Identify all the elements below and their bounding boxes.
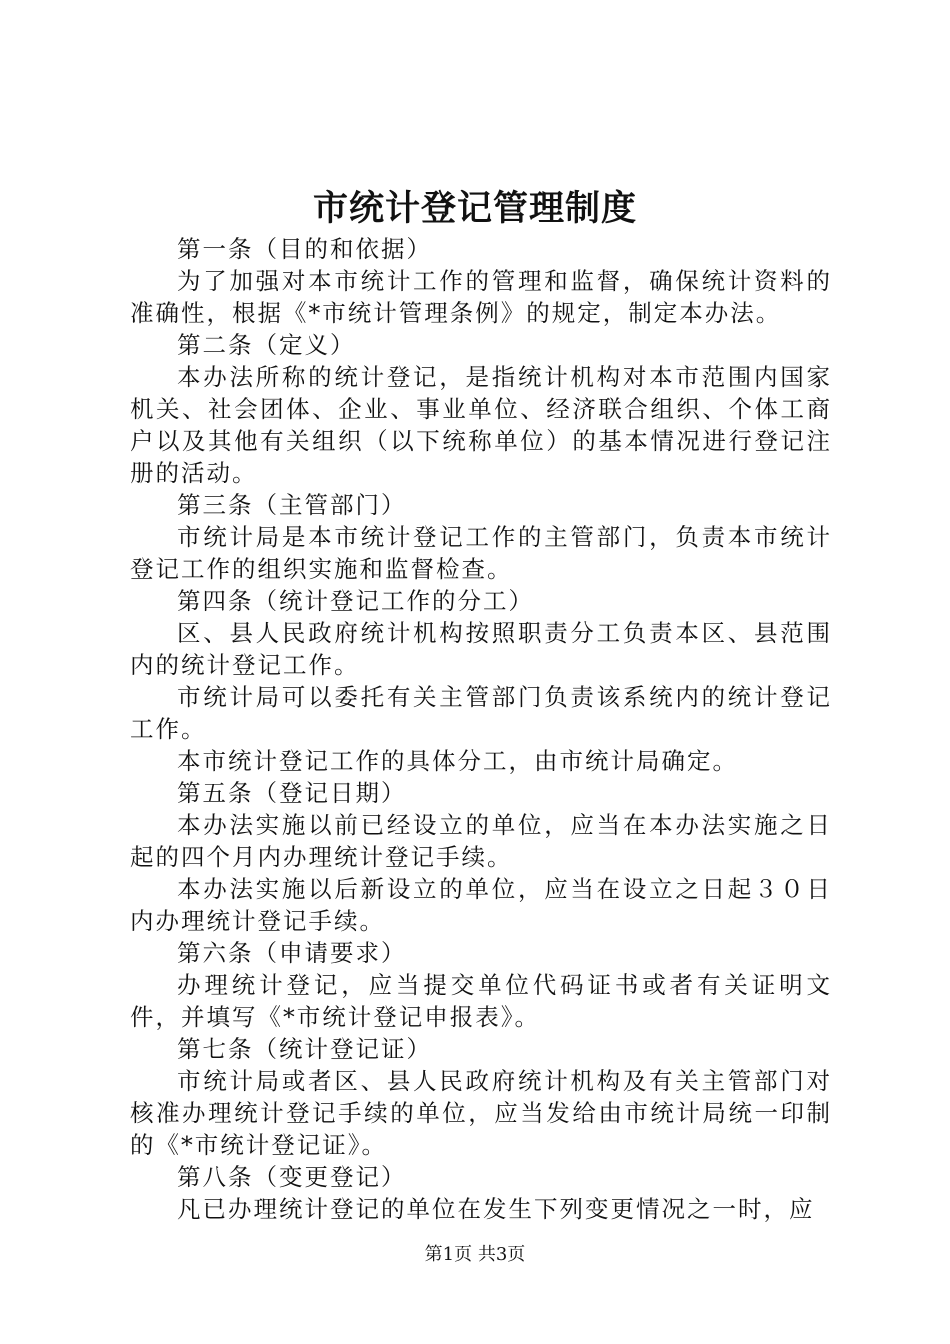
page-number-footer: 第1页 共3页 [424,1244,526,1265]
article-heading-6: 第六条（申请要求） [177,939,407,967]
article-text: 本市统计登记工作的具体分工，由市统计局确定。 [177,747,738,775]
document-body [130,233,832,1225]
article-text: 为了加强对本市统计工作的管理和监督，确保统计资料的准确性，根据《*市统计管理条例》的规定，制定本办法。 [130,267,832,327]
article-heading-1: 第一条（目的和依据） [177,235,432,263]
article-heading-5: 第五条（登记日期） [177,779,407,807]
article-text: 市统计局是本市统计登记工作的主管部门，负责本市统计登记工作的组织实施和监督检查。 [130,523,832,583]
article-text: 办理统计登记，应当提交单位代码证书或者有关证明文件，并填写《*市统计登记申报表》。 [130,971,832,1031]
article-text: 区、县人民政府统计机构按照职责分工负责本区、县范围内的统计登记工作。 [130,619,832,679]
article-text: 本办法实施以后新设立的单位，应当在设立之日起３０日内办理统计登记手续。 [130,875,832,935]
article-text: 本办法实施以前已经设立的单位，应当在本办法实施之日起的四个月内办理统计登记手续。 [130,811,832,871]
article-heading-2: 第二条（定义） [177,331,356,359]
article-text: 市统计局或者区、县人民政府统计机构及有关主管部门对核准办理统计登记手续的单位，应当发给由市统计局统一印制的《*市统计登记证》。 [130,1067,832,1159]
article-text: 本办法所称的统计登记，是指统计机构对本市范围内国家机关、社会团体、企业、事业单位、经济联合组织、个体工商户以及其他有关组织（以下统称单位）的基本情况进行登记注册的活动。 [130,363,832,487]
article-text: 凡已办理统计登记的单位在发生下列变更情况之一时，应 [177,1195,815,1223]
article-heading-7: 第七条（统计登记证） [177,1035,432,1063]
article-heading-4: 第四条（统计登记工作的分工） [177,587,534,615]
article-heading-3: 第三条（主管部门） [177,491,407,519]
article-text: 市统计局可以委托有关主管部门负责该系统内的统计登记工作。 [130,683,832,743]
article-heading-8: 第八条（变更登记） [177,1163,407,1191]
document-title: 市统计登记管理制度 [312,188,637,229]
